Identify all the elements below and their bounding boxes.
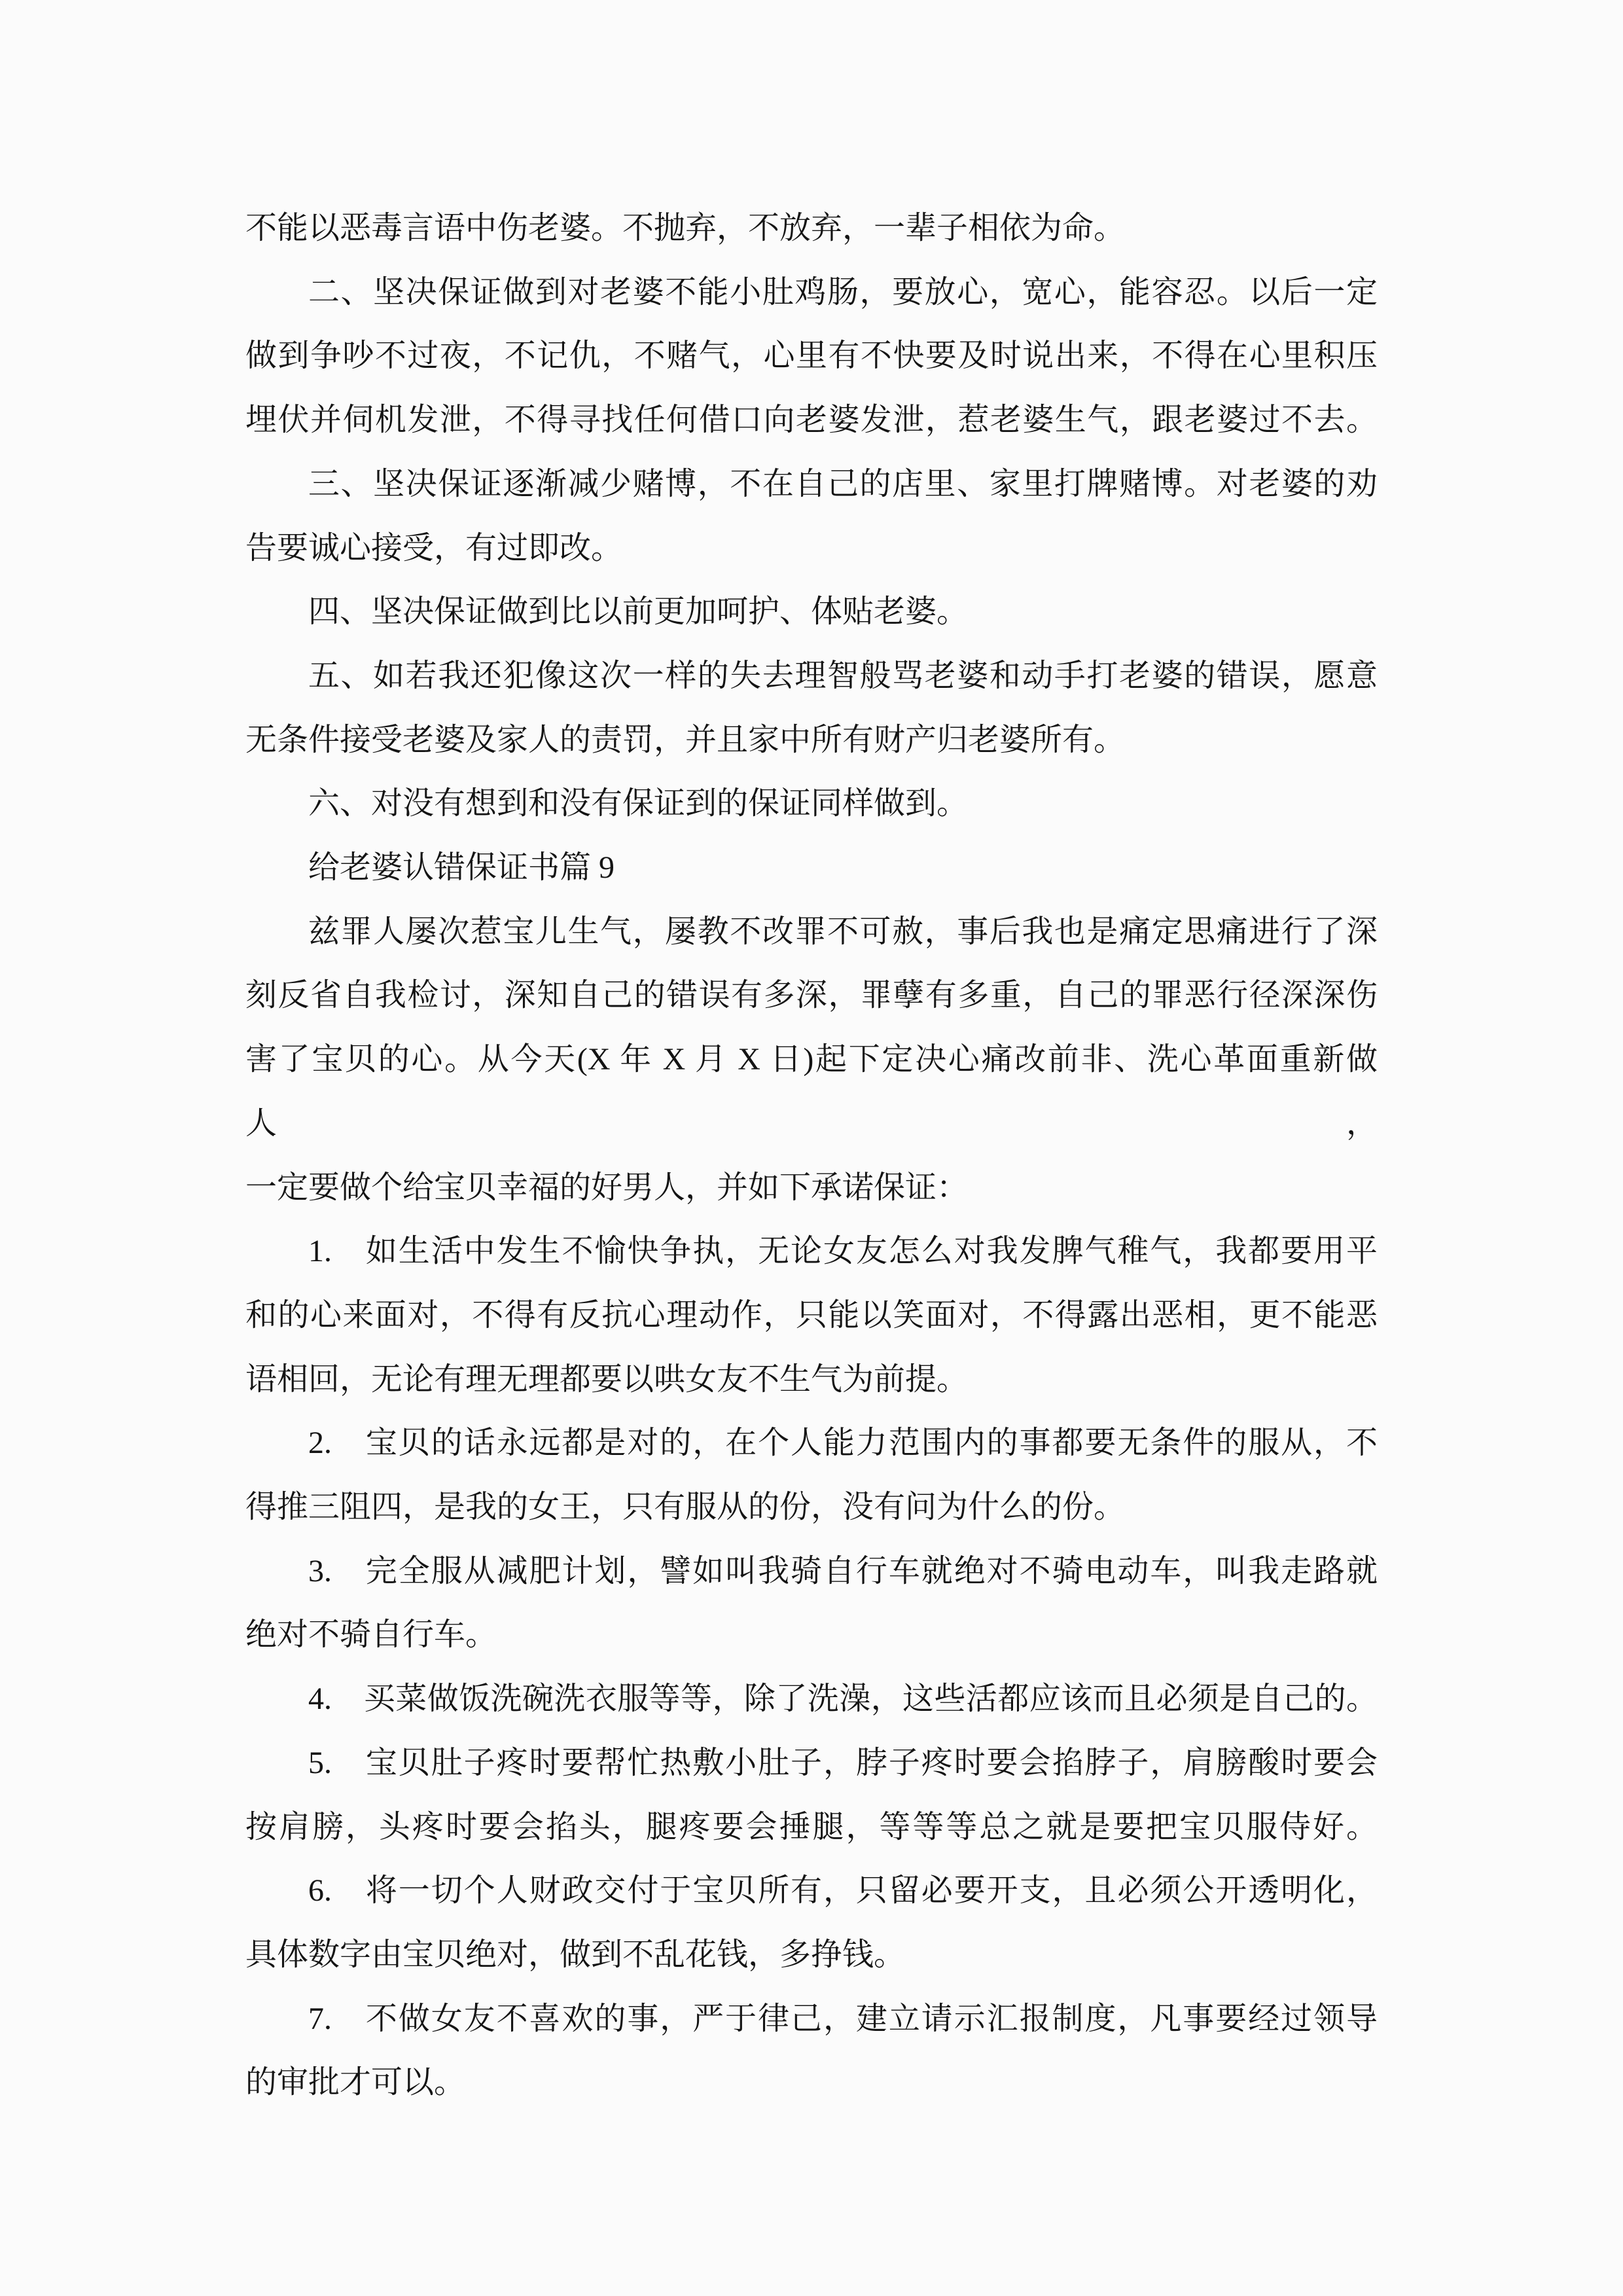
text-line: 埋伏并伺机发泄，不得寻找任何借口向老婆发泄，惹老婆生气，跟老婆过不去。 xyxy=(245,403,1378,438)
text-line: 兹罪人屡次惹宝儿生气，屡教不改罪不可赦，事后我也是痛定思痛进行了深 xyxy=(308,914,1378,949)
text-line: 四、坚决保证做到比以前更加呵护、体贴老婆。 xyxy=(308,594,969,630)
text-line: 得推三阻四，是我的女王，只有服从的份，没有问为什么的份。 xyxy=(245,1490,1126,1525)
text-line: 按肩膀，头疼时要会掐头，腿疼要会捶腿，等等等总之就是要把宝贝服侍好。 xyxy=(245,1809,1378,1844)
text-line: 害了宝贝的心。从今天(X 年 X 月 X 日)起下定决心痛改前非、洗心革面重新做人， xyxy=(245,1042,1378,1141)
text-line: 7. 不做女友不喜欢的事，严于律己，建立请示汇报制度，凡事要经过领导 xyxy=(308,2001,1378,2036)
text-line: 三、坚决保证逐渐减少赌博，不在自己的店里、家里打牌赌博。对老婆的劝 xyxy=(308,466,1378,501)
text-line: 一定要做个给宝贝幸福的好男人，并如下承诺保证： xyxy=(245,1170,969,1205)
text-line: 具体数字由宝贝绝对，做到不乱花钱，多挣钱。 xyxy=(245,1937,906,1972)
text-line: 6. 将一切个人财政交付于宝贝所有，只留必要开支，且必须公开透明化， xyxy=(308,1873,1378,1909)
text-line: 给老婆认错保证书篇 9 xyxy=(308,850,615,886)
text-line: 做到争吵不过夜，不记仇，不赌气，心里有不快要及时说出来，不得在心里积压 xyxy=(245,338,1378,374)
text-line: 刻反省自我检讨，深知自己的错误有多深，罪孽有多重，自己的罪恶行径深深伤 xyxy=(245,978,1378,1013)
text-line: 4. 买菜做饭洗碗洗衣服等等，除了洗澡，这些活都应该而且必须是自己的。 xyxy=(308,1681,1378,1717)
text-line: 告要诚心接受，有过即改。 xyxy=(245,530,623,565)
text-line: 1. 如生活中发生不愉快争执，无论女友怎么对我发脾气稚气，我都要用平 xyxy=(308,1234,1378,1269)
text-line: 二、坚决保证做到对老婆不能小肚鸡肠，要放心，宽心，能容忍。以后一定 xyxy=(308,274,1378,310)
text-line: 五、如若我还犯像这次一样的失去理智般骂老婆和动手打老婆的错误，愿意 xyxy=(308,658,1378,693)
text-line: 语相回，无论有理无理都要以哄女友不生气为前提。 xyxy=(245,1361,969,1397)
text-line: 5. 宝贝肚子疼时要帮忙热敷小肚子，脖子疼时要会掐脖子，肩膀酸时要会 xyxy=(308,1745,1378,1780)
text-line: 2. 宝贝的话永远都是对的，在个人能力范围内的事都要无条件的服从，不 xyxy=(308,1426,1378,1461)
text-line: 六、对没有想到和没有保证到的保证同样做到。 xyxy=(308,786,969,821)
text-line: 3. 完全服从减肥计划，譬如叫我骑自行车就绝对不骑电动车，叫我走路就 xyxy=(308,1553,1378,1588)
text-line: 绝对不骑自行车。 xyxy=(245,1617,497,1653)
text-body xyxy=(245,196,1378,2115)
text-line: 不能以恶毒言语中伤老婆。不抛弃，不放弃，一辈子相依为命。 xyxy=(245,211,1126,245)
text-line: 的审批才可以。 xyxy=(245,2065,466,2100)
text-line: 无条件接受老婆及家人的责罚，并且家中所有财产归老婆所有。 xyxy=(245,722,1126,757)
text-line: 和的心来面对，不得有反抗心理动作，只能以笑面对，不得露出恶相，更不能恶 xyxy=(245,1297,1378,1333)
